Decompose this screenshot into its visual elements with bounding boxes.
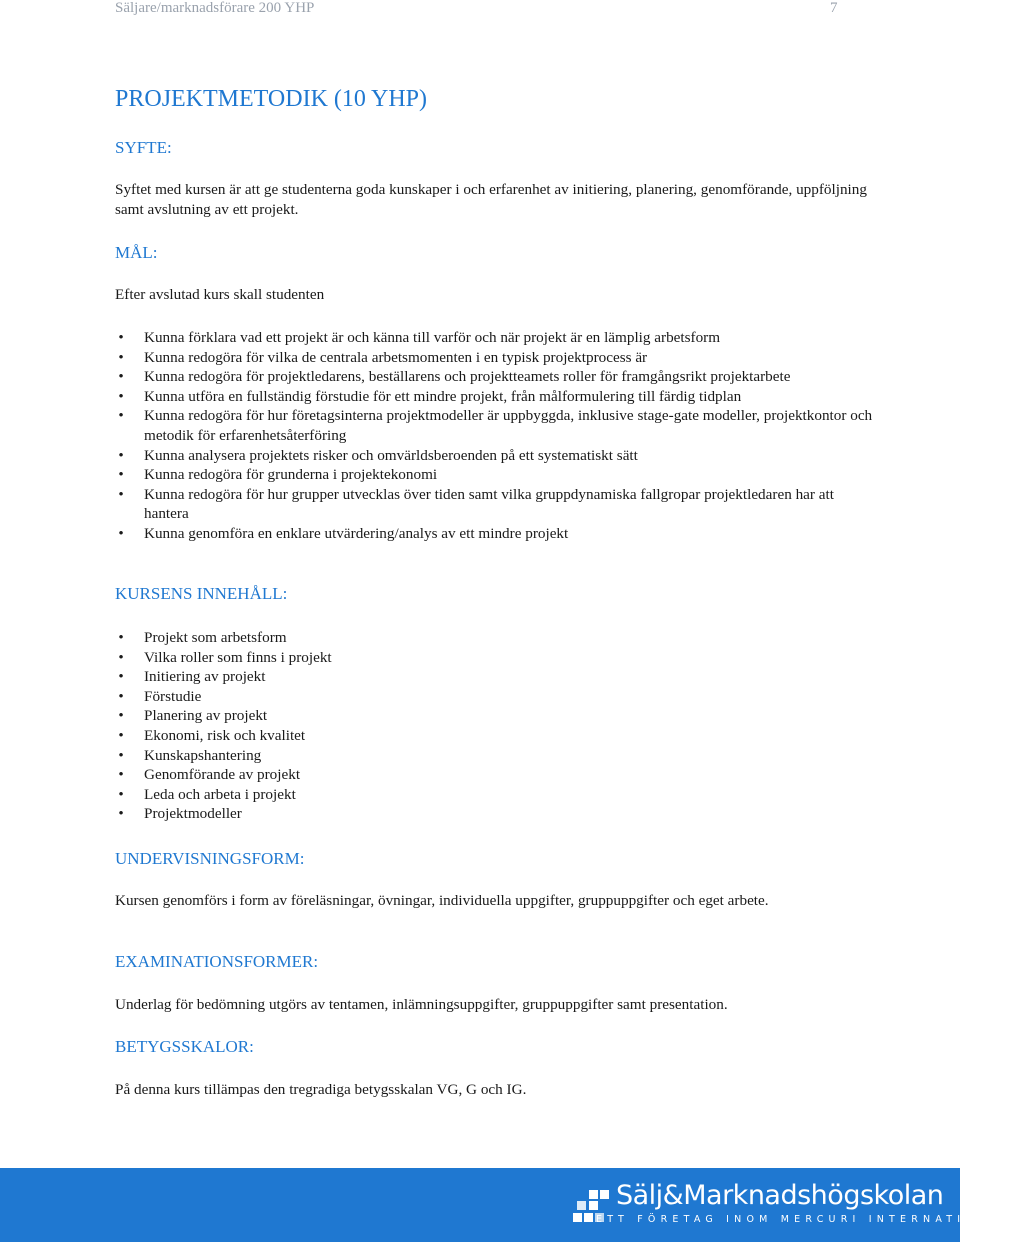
goals-list (115, 328, 875, 544)
bullet-icon: • (118, 766, 124, 784)
goal-text: Kunna redogöra för grunderna i projektekonomi (144, 466, 438, 484)
bullet-icon: • (118, 746, 124, 764)
bullet-icon: • (118, 629, 124, 646)
content-item-text: Initiering av projekt (144, 668, 266, 686)
bullet-icon: • (118, 726, 124, 744)
list-item (115, 387, 875, 407)
goal-text: Kunna redogöra för projektledarens, beställarens och projektteamets roller för framgångsrikt projektarbete (144, 368, 791, 386)
teaching-heading: UNDERVISNINGSFORM: (115, 849, 305, 868)
list-item (115, 628, 875, 648)
content-item-text: Planering av projekt (144, 707, 268, 725)
bullet-icon: • (118, 407, 124, 425)
list-item (115, 706, 875, 726)
footer-banner (0, 1168, 1013, 1242)
content-item-text: Förstudie (144, 687, 202, 705)
goal-text: Kunna förklara vad ett projekt är och känna till varför och när projekt är en lämplig arbetsform (144, 329, 721, 346)
examination-text: Underlag för bedömning utgörs av tentamen, inlämningsuppgifter, gruppuppgifter samt presentation. (115, 996, 728, 1013)
bullet-icon: • (118, 805, 124, 823)
bullet-icon: • (118, 524, 124, 542)
goal-text: Kunna redogöra för hur grupper utvecklas över tiden samt vilka gruppdynamiska fallgropar projektledaren har att hantera (144, 485, 834, 523)
logo-tagline: ETT FÖRETAG INOM MERCURI INTERNATIONAL (596, 1214, 1013, 1225)
content-item-text: Genomförande av projekt (144, 766, 301, 784)
list-item (115, 648, 875, 668)
teaching-text: Kursen genomförs i form av föreläsningar, övningar, individuella uppgifter, gruppuppgifter och eget arbete. (115, 892, 769, 909)
bullet-icon: • (118, 707, 124, 725)
page-number: 7 (830, 0, 838, 16)
bullet-icon: • (118, 485, 124, 503)
bullet-icon: • (118, 329, 124, 346)
goals-heading: MÅL: (115, 243, 158, 262)
bullet-icon: • (118, 466, 124, 484)
content-item-text: Kunskapshantering (144, 746, 262, 764)
list-item (115, 687, 875, 707)
goal-text: Kunna genomföra en enklare utvärdering/analys av ett mindre projekt (144, 524, 569, 542)
purpose-heading: SYFTE: (115, 138, 172, 157)
list-item (115, 667, 875, 687)
bullet-icon: • (118, 648, 124, 666)
list-item (115, 406, 875, 445)
goals-intro: Efter avslutad kurs skall studenten (115, 286, 325, 303)
list-item (115, 804, 875, 824)
examination-heading: EXAMINATIONSFORMER: (115, 952, 319, 971)
list-item (115, 765, 875, 785)
bullet-icon: • (118, 387, 124, 405)
list-item (115, 524, 875, 544)
grading-text: På denna kurs tillämpas den tregradiga betygsskalan VG, G och IG. (115, 1081, 527, 1098)
list-item (115, 328, 875, 348)
list-item (115, 348, 875, 368)
content-item-text: Ekonomi, risk och kvalitet (144, 726, 306, 744)
document-title: Säljare/marknadsförare 200 YHP (115, 0, 315, 16)
grading-heading: BETYGSSKALOR: (115, 1037, 254, 1056)
bullet-icon: • (118, 668, 124, 686)
list-item (115, 785, 875, 805)
goal-text: Kunna redogöra för vilka de centrala arbetsmomenten i en typisk projektprocess är (144, 348, 648, 366)
list-item (115, 367, 875, 387)
bullet-icon: • (118, 348, 124, 366)
content-item-text: Vilka roller som finns i projekt (144, 648, 332, 666)
content-list (115, 628, 875, 824)
list-item (115, 446, 875, 466)
goal-text: Kunna analysera projektets risker och omvärldsberoenden på ett systematiskt sätt (144, 446, 638, 464)
purpose-text: Syftet med kursen är att ge studenterna goda kunskaper i och erfarenhet av initiering, planering, genomförande, uppföljning samt avslutning av ett projekt. (115, 181, 867, 218)
goal-text: Kunna utföra en fullständig förstudie för ett mindre projekt, från målformulering till färdig tidplan (144, 387, 742, 405)
content-item-text: Leda och arbeta i projekt (144, 785, 296, 803)
list-item (115, 726, 875, 746)
list-item (115, 746, 875, 766)
list-item (115, 465, 875, 485)
bullet-icon: • (118, 446, 124, 464)
course-title: PROJEKTMETODIK (10 YHP) (115, 86, 427, 112)
logo-wordmark: Sälj&Marknadshögskolan (616, 1180, 944, 1211)
bullet-icon: • (118, 368, 124, 386)
content-item-text: Projektmodeller (144, 805, 242, 823)
content-item-text: Projekt som arbetsform (144, 629, 287, 646)
goal-text: Kunna redogöra för hur företagsinterna projektmodeller är uppbyggda, inklusive stage-gate modeller, projektkontor och metodik för erfarenhetsåterföring (144, 407, 873, 444)
bullet-icon: • (118, 785, 124, 803)
content-heading: KURSENS INNEHÅLL: (115, 584, 288, 603)
bullet-icon: • (118, 687, 124, 705)
list-item (115, 485, 875, 524)
